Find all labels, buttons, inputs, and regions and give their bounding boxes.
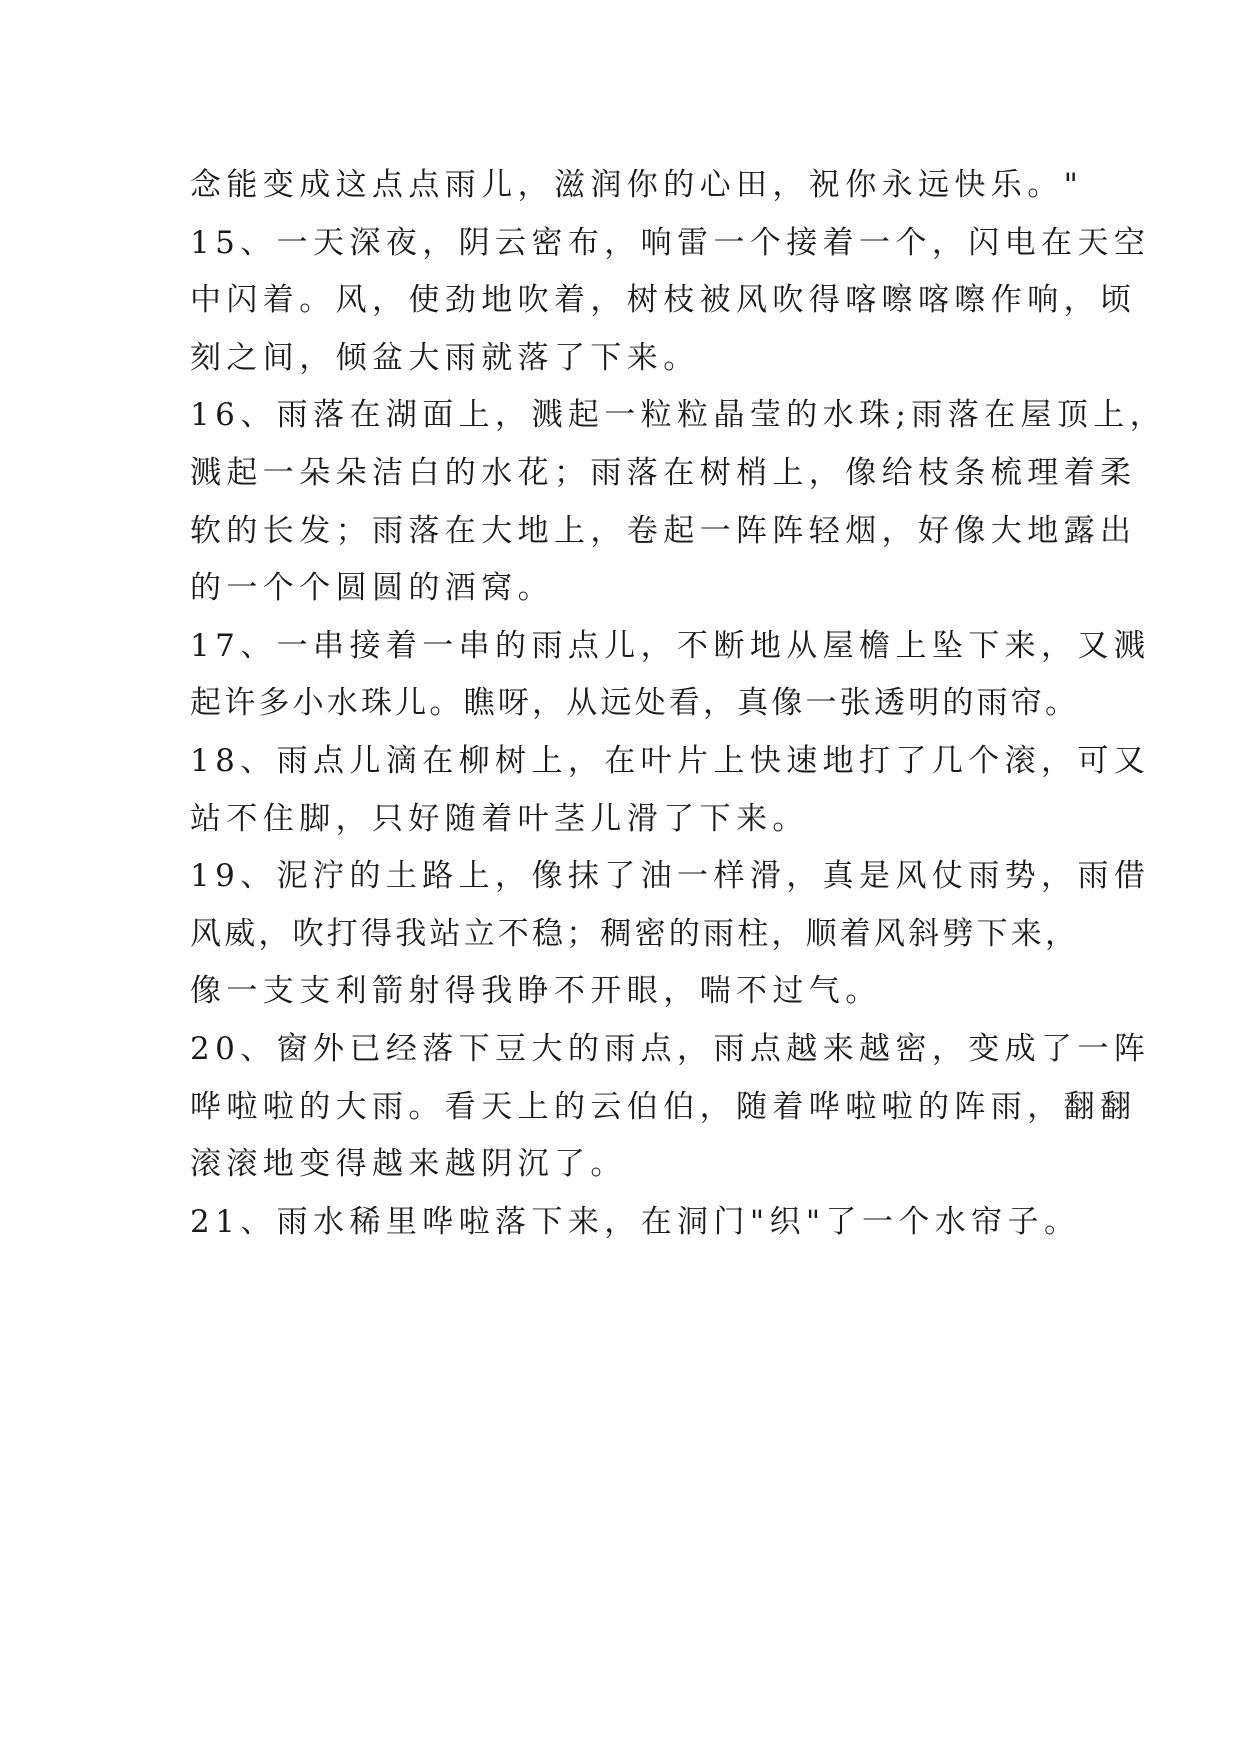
document-body: [190, 157, 1167, 1251]
text-line: 滚滚地变得越来越阴沉了。: [190, 1146, 627, 1183]
text-line: 15、一天深夜，阴云密布，响雷一个接着一个，闪电在天空: [190, 224, 1151, 261]
text-line: 溅起一朵朵洁白的水花；雨落在树梢上，像给枝条梳理着柔: [190, 454, 1137, 491]
text-line: 风威，吹打得我站立不稳；稠密的雨柱，顺着风斜劈下来，: [190, 915, 1080, 952]
text-line: 刻之间，倾盆大雨就落了下来。: [190, 339, 700, 376]
text-line: 20、窗外已经落下豆大的雨点，雨点越来越密，变成了一阵: [190, 1030, 1151, 1067]
text-line: 软的长发；雨落在大地上，卷起一阵阵轻烟，好像大地露出: [190, 512, 1137, 549]
text-line: 念能变成这点点雨儿，滋润你的心田，祝你永远快乐。": [190, 167, 1084, 203]
text-line: 中闪着。风，使劲地吹着，树枝被风吹得喀嚓喀嚓作响，顷: [190, 282, 1137, 319]
text-line: 的一个个圆圆的酒窝。: [190, 570, 554, 607]
text-line: 18、雨点儿滴在柳树上，在叶片上快速地打了几个滚，可又: [190, 742, 1151, 779]
text-line: 17、一串接着一串的雨点儿，不断地从屋檐上坠下来，又溅: [190, 627, 1151, 664]
text-line: 像一支支利箭射得我睁不开眼，喘不过气。: [190, 973, 882, 1010]
text-line: 16、雨落在湖面上，溅起一粒粒晶莹的水珠;雨落在屋顶上，: [190, 397, 1167, 434]
text-line: 起许多小水珠儿。瞧呀，从远处看，真像一张透明的雨帘。: [190, 685, 1080, 722]
text-line: 哗啦啦的大雨。看天上的云伯伯，随着哗啦啦的阵雨，翻翻: [190, 1088, 1137, 1125]
text-line: 站不住脚，只好随着叶茎儿滑了下来。: [190, 800, 809, 837]
text-line: 19、泥泞的土路上，像抹了油一样滑，真是风仗雨势，雨借: [190, 858, 1151, 895]
text-line: 21、雨水稀里哗啦落下来，在洞门"织"了一个水帘子。: [190, 1203, 1081, 1240]
